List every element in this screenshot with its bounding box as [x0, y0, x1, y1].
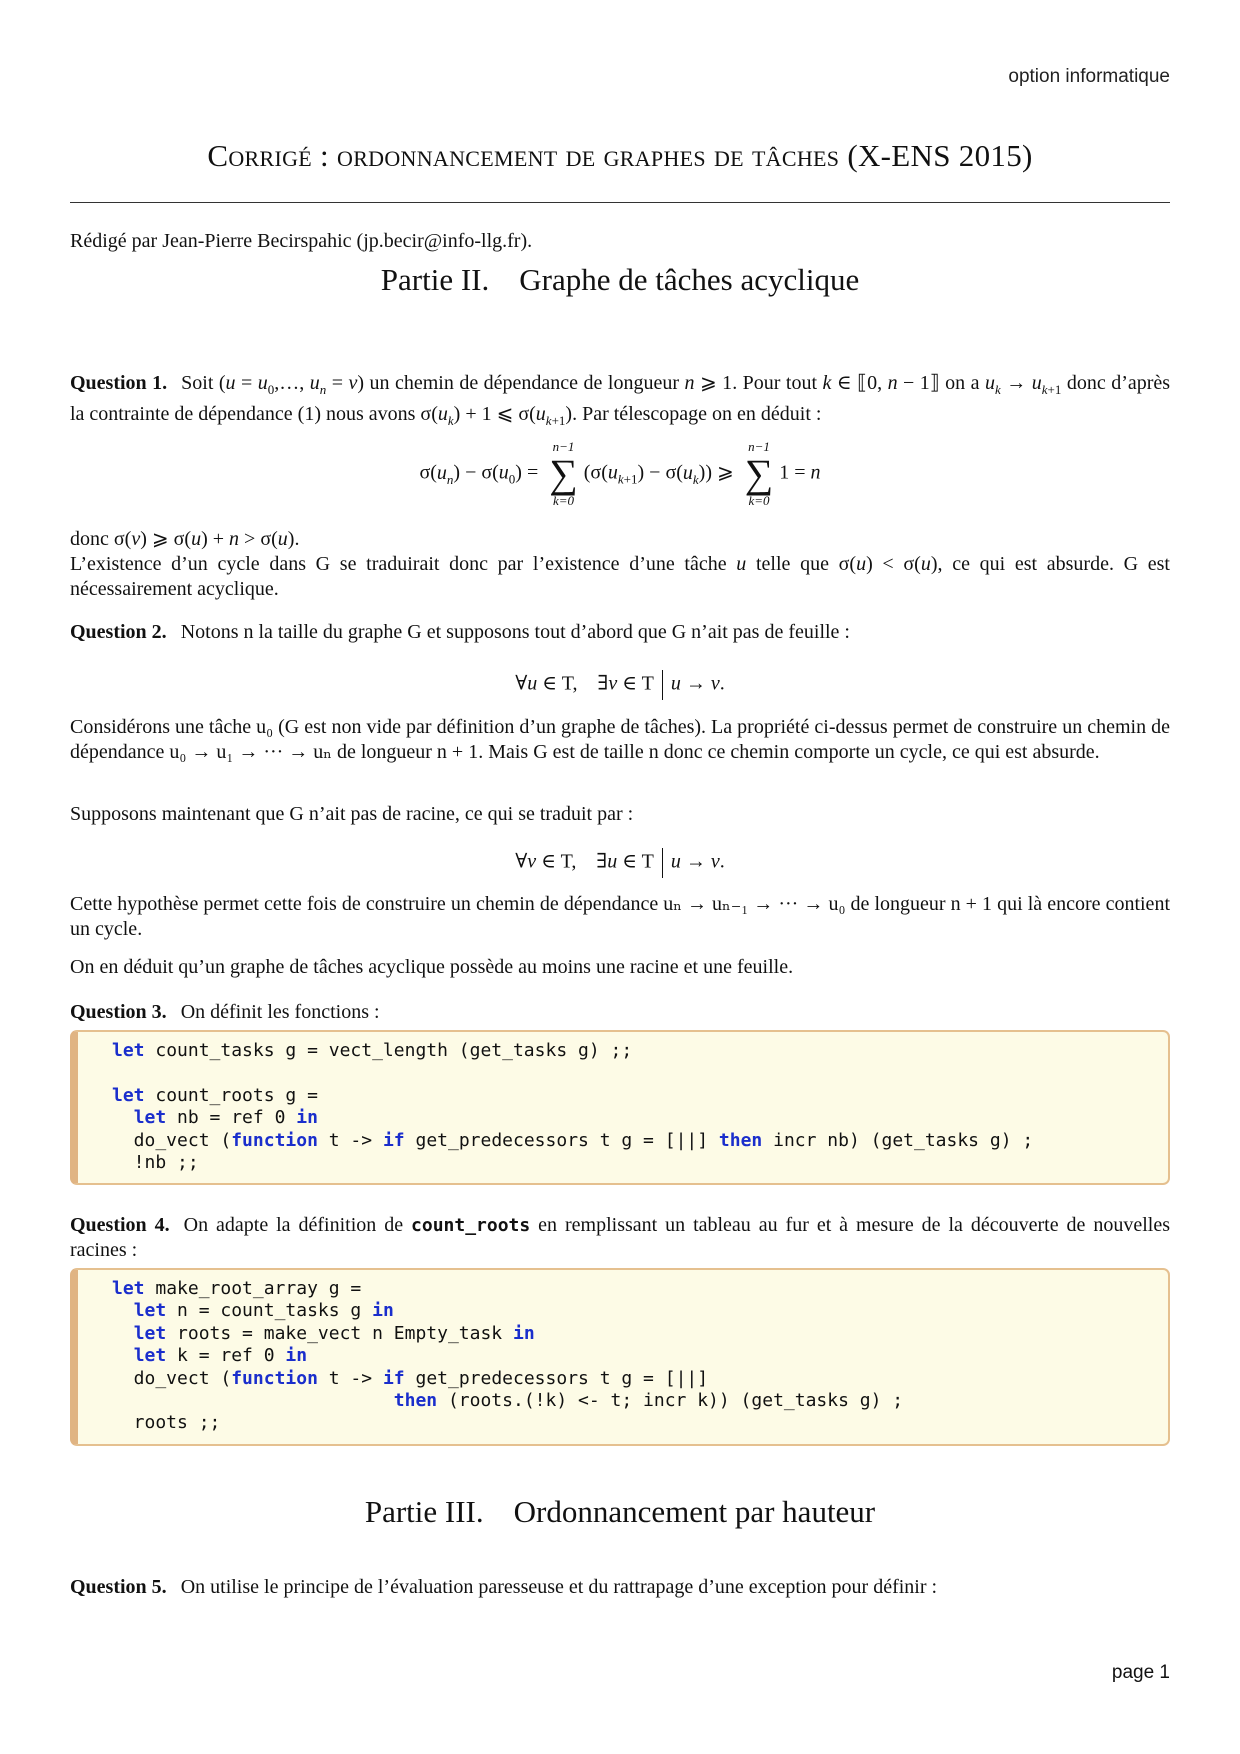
part-iii-number: Partie III. — [364, 1494, 484, 1529]
part-ii-heading — [0, 262, 1240, 298]
part-ii-title: Graphe de tâches acyclique — [519, 262, 860, 297]
question-4-intro: Question 4. On adapte la définition de count_roots en remplissant un tableau au fur et à mesure de la découverte de nouvelles racines : — [70, 1214, 1170, 1261]
question-1-conclusion: donc σ(v) ⩾ σ(u) + n > σ(u). L’existence d’un cycle dans G se traduirait donc par l’existence d’une tâche u telle que σ(u) < σ(u), ce qui est absurde. G est nécessairement acyclique. — [70, 528, 1170, 600]
question-2-paragraph-2: Supposons maintenant que G n’ait pas de racine, ce qui se traduit par : — [70, 803, 634, 825]
author-line: Rédigé par Jean-Pierre Becirspahic (jp.becir@info-llg.fr). — [70, 230, 533, 252]
code-block-root-array — [70, 1268, 1170, 1446]
question-1-label: Question 1. — [70, 372, 168, 394]
question-2-paragraph-1: Considérons une tâche u₀ (G est non vide par définition d’un graphe de tâches). La propriété ci-dessus permet de construire un chemin de dépendance u₀ → u₁ → ··· → uₙ de longueur n + 1. Mais G est de taille n donc ce chemin comporte un cycle, ce qui est absurde. — [70, 716, 1170, 763]
question-3-label: Question 3. — [70, 1001, 167, 1023]
question-4-label: Question 4. — [70, 1214, 170, 1236]
code-count-functions: let count_tasks g = vect_length (get_tasks g) ;; let count_roots g = let nb = ref 0 in do_vect (function t -> if get_predecessors t g = [||] then incr nb) (get_tasks g) ; !nb ;; — [112, 1040, 1034, 1174]
question-2-paragraph-3: Cette hypothèse permet cette fois de construire un chemin de dépendance uₙ → uₙ₋₁ → ··· → u₀ de longueur n + 1 qui là encore contient un cycle. — [70, 893, 1170, 940]
question-5-label: Question 5. — [70, 1576, 167, 1598]
title-rule — [70, 202, 1170, 203]
code-make-root-array: let make_root_array g = let n = count_tasks g in let roots = make_vect n Empty_task in let k = ref 0 in do_vect (function t -> if get_predecessors t g = [||] then (roots.(!k) <- t; incr k)) (get_tasks g) ; roots ;; — [112, 1278, 904, 1434]
no-root-formula: ∀v ∈ T, ∃u ∈ T u → v. — [0, 848, 1240, 878]
header-label: option informatique — [1008, 66, 1170, 87]
inline-code-count-roots: count_roots — [411, 1215, 531, 1236]
part-iii-heading — [0, 1494, 1240, 1530]
page-number: page 1 — [1111, 1662, 1170, 1683]
no-leaf-formula: ∀u ∈ T, ∃v ∈ T u → v. — [0, 670, 1240, 700]
question-5-intro: Question 5. On utilise le principe de l’évaluation paresseuse et du rattrapage d’une exception pour définir : — [70, 1576, 938, 1598]
question-2-intro: Question 2. Notons n la taille du graphe G et supposons tout d’abord que G n’ait pas de feuille : — [70, 621, 850, 643]
part-ii-number: Partie II. — [380, 262, 490, 297]
page-title: Corrigé : ordonnancement de graphes de tâches (X-ENS 2015) — [207, 138, 1033, 173]
telescoping-formula: $\sigma(u_n) - \sigma(u_0)$ = n−1 ∑ k=0 $(\sigma(u_{k+1}) - \sigma(u_k))$ ⩾ n−1 ∑ k=0 1 = n — [419, 439, 821, 508]
question-1-text: Question 1. Soit ($u = u_0,\dots$, $u_n = v$) un chemin de dépendance de longueur n ⩾ 1. Pour tout k ∈ ⟦0, n − 1⟧ on a $u_k \to u_{k+1}$ donc d’après la contrainte de dépendance (1) nous avons $\sigma(u_k) + 1$ ⩽ $\sigma(u_{k+1})$. Par télescopage on en déduit : — [70, 372, 1171, 428]
question-2-label: Question 2. — [70, 621, 167, 643]
question-2-conclusion: On en déduit qu’un graphe de tâches acyclique possède au moins une racine et une feuille. — [70, 956, 794, 978]
part-iii-title: Ordonnancement par hauteur — [513, 1494, 876, 1529]
code-block-count — [70, 1030, 1170, 1185]
question-3-intro: Question 3. On définit les fonctions : — [70, 1001, 380, 1023]
